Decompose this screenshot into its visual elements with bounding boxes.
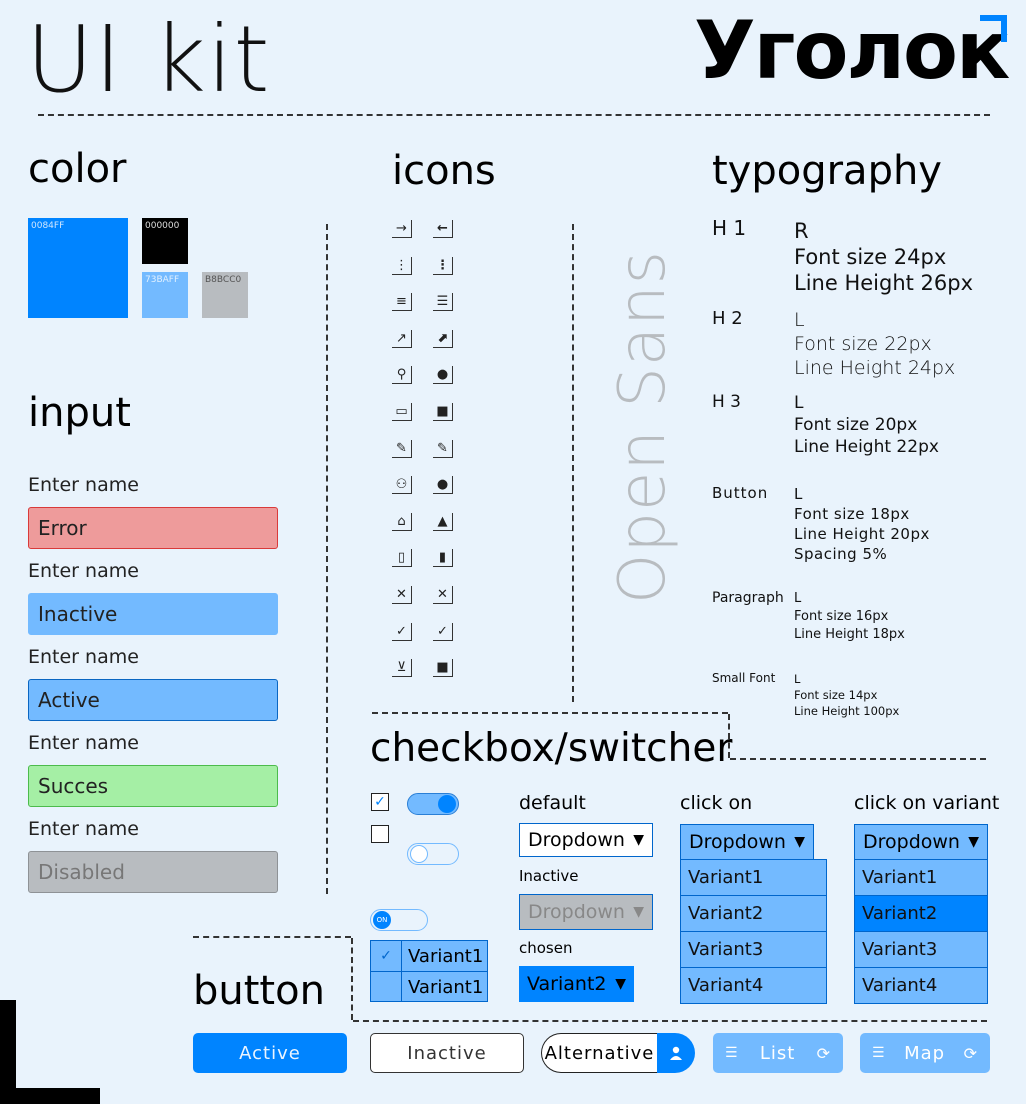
caret-down-icon: ▼: [968, 834, 979, 850]
more-vertical-icon: ⋮: [392, 257, 412, 275]
dropdown-default[interactable]: Dropdown ▼: [519, 823, 653, 857]
map-button[interactable]: ☰ Map ⟳: [860, 1033, 990, 1073]
typo-paragraph-label: Paragraph: [712, 590, 784, 606]
color-swatch-blue: 0084FF: [28, 218, 128, 318]
typo-h1-spec: R Font size 24px Line Height 26px: [794, 219, 974, 295]
cart-icon: ⊻: [392, 659, 412, 677]
divider: [193, 936, 351, 938]
color-swatch-black: 000000: [142, 218, 188, 264]
disabled-input: Disabled: [28, 851, 278, 893]
home-icon: ⌂: [392, 513, 412, 531]
dropdown-option[interactable]: Variant4: [680, 968, 827, 1004]
color-swatch-light-blue: 73BAFF: [142, 272, 188, 318]
arrow-left-icon: ←: [433, 220, 453, 238]
divider: [730, 758, 986, 760]
refresh-icon: ⟳: [816, 1043, 831, 1063]
search-icon: ⚲: [392, 366, 412, 384]
typo-h1-label: H 1: [712, 216, 747, 240]
pencil-filled-icon: ✎: [433, 440, 453, 458]
logo-text: Уголок: [694, 4, 1009, 97]
trash-filled-icon: ▮: [433, 549, 453, 567]
logo: [694, 4, 1008, 97]
typo-small-label: Small Font: [712, 671, 776, 685]
input-label: Enter name: [28, 646, 139, 668]
dropdown-option[interactable]: Variant4: [854, 968, 988, 1004]
font-name-label: Open Sans: [606, 249, 680, 604]
check-icon: ✓: [371, 941, 402, 971]
chat-filled-icon: ■: [433, 403, 453, 421]
variant-list: [370, 940, 488, 1002]
variant-list-item[interactable]: Variant1: [371, 972, 487, 1002]
more-vertical-filled-icon: ⋮: [433, 257, 453, 275]
list-icon: ☰: [872, 1045, 886, 1061]
input-label: Enter name: [28, 732, 139, 754]
switch-on[interactable]: [407, 793, 459, 815]
typo-button-spec: L Font size 18px Line Height 20px Spacing 5%: [794, 485, 930, 563]
caret-down-icon: ▼: [615, 976, 626, 992]
page-title: UI kit: [26, 6, 271, 113]
chat-icon: ▭: [392, 403, 412, 421]
dropdown-inactive-heading: Inactive: [519, 867, 579, 885]
check-icon: ✓: [392, 623, 412, 641]
dropdown-option[interactable]: Variant3: [854, 932, 988, 968]
corner-decoration: [0, 1000, 106, 1104]
close-icon: ✕: [392, 586, 412, 604]
success-input[interactable]: Succes: [28, 765, 278, 807]
dropdown-chosen-heading: chosen: [519, 939, 573, 957]
alternative-button[interactable]: [541, 1033, 695, 1073]
alternative-button-label: Alternative: [541, 1033, 657, 1073]
switch-off[interactable]: [407, 843, 459, 865]
section-checkbox-title: checkbox/switcher: [370, 726, 733, 771]
dropdown-chosen[interactable]: Variant2 ▼: [519, 966, 634, 1002]
inactive-button[interactable]: Inactive: [370, 1033, 524, 1073]
caret-down-icon: ▼: [633, 904, 644, 920]
menu-icon: ≡: [392, 293, 412, 311]
dropdown-inactive: Dropdown ▼: [519, 894, 653, 930]
variant-list-item[interactable]: ✓ Variant1: [371, 941, 487, 972]
caret-down-icon: ▼: [794, 834, 805, 850]
search-filled-icon: ●: [433, 366, 453, 384]
dropdown-option[interactable]: Variant1: [854, 860, 988, 896]
checkbox-checked[interactable]: ✓: [371, 793, 389, 811]
dropdown-option[interactable]: Variant1: [680, 860, 827, 896]
typo-small-spec: L Font size 14px Line Height 100px: [794, 672, 900, 718]
dropdown-open[interactable]: Dropdown ▼: [680, 824, 814, 860]
active-input[interactable]: Active: [28, 679, 278, 721]
divider: [353, 1020, 987, 1022]
input-label: Enter name: [28, 474, 139, 496]
caret-down-icon: ▼: [633, 832, 644, 848]
header-divider: [38, 114, 990, 116]
dropdown-open-variant[interactable]: Dropdown ▼: [854, 824, 988, 860]
section-input-title: input: [28, 390, 131, 436]
input-label: Enter name: [28, 560, 139, 582]
dropdown-default-heading: default: [519, 792, 586, 814]
inactive-input[interactable]: Inactive: [28, 593, 278, 635]
checkbox-unchecked[interactable]: [371, 825, 389, 843]
section-icons-title: icons: [392, 148, 496, 194]
typo-button-label: Button: [712, 484, 769, 502]
close-filled-icon: ✕: [433, 586, 453, 604]
user-filled-icon: ●: [433, 476, 453, 494]
divider: [572, 224, 574, 702]
divider: [372, 712, 728, 714]
arrow-right-icon: →: [392, 220, 412, 238]
section-typography-title: typography: [712, 148, 942, 194]
error-input[interactable]: Error: [28, 507, 278, 549]
external-link-icon: ↗: [392, 330, 412, 348]
input-label: Enter name: [28, 818, 139, 840]
typo-h2-spec: L Font size 22px Line Height 24px: [794, 309, 956, 379]
dropdown-option[interactable]: Variant2: [680, 896, 827, 932]
typo-h3-label: H 3: [712, 392, 742, 412]
divider: [351, 938, 353, 1020]
external-link-filled-icon: ⬈: [433, 330, 453, 348]
color-swatch-gray: B8BCC0: [202, 272, 248, 318]
menu-filled-icon: ☰: [433, 293, 453, 311]
typo-h2-label: H 2: [712, 308, 743, 329]
list-icon: ☰: [725, 1045, 739, 1061]
section-button-title: button: [193, 968, 325, 1014]
dropdown-click-variant-heading: click on variant: [854, 792, 1000, 814]
dropdown-option[interactable]: Variant2: [854, 896, 988, 932]
user-icon: ⚇: [392, 476, 412, 494]
dropdown-click-on-heading: click on: [680, 792, 753, 814]
cart-filled-icon: ■: [433, 659, 453, 677]
check-filled-icon: ✓: [433, 623, 453, 641]
divider: [326, 224, 328, 894]
refresh-icon: ⟳: [963, 1043, 978, 1063]
pencil-icon: ✎: [392, 440, 412, 458]
list-button[interactable]: ☰ List ⟳: [713, 1033, 843, 1073]
dropdown-options: [680, 859, 827, 1004]
user-icon: [657, 1033, 695, 1073]
dropdown-options: [854, 859, 988, 1004]
switch-on-labeled[interactable]: ON: [370, 909, 428, 931]
dropdown-option[interactable]: Variant3: [680, 932, 827, 968]
trash-icon: ▯: [392, 549, 412, 567]
home-filled-icon: ▲: [433, 513, 453, 531]
logo-corner-icon: [978, 14, 1010, 46]
typo-paragraph-spec: L Font size 16px Line Height 18px: [794, 591, 905, 642]
typo-h3-spec: L Font size 20px Line Height 22px: [794, 393, 939, 457]
active-button[interactable]: Active: [193, 1033, 347, 1073]
section-color-title: color: [28, 146, 127, 192]
